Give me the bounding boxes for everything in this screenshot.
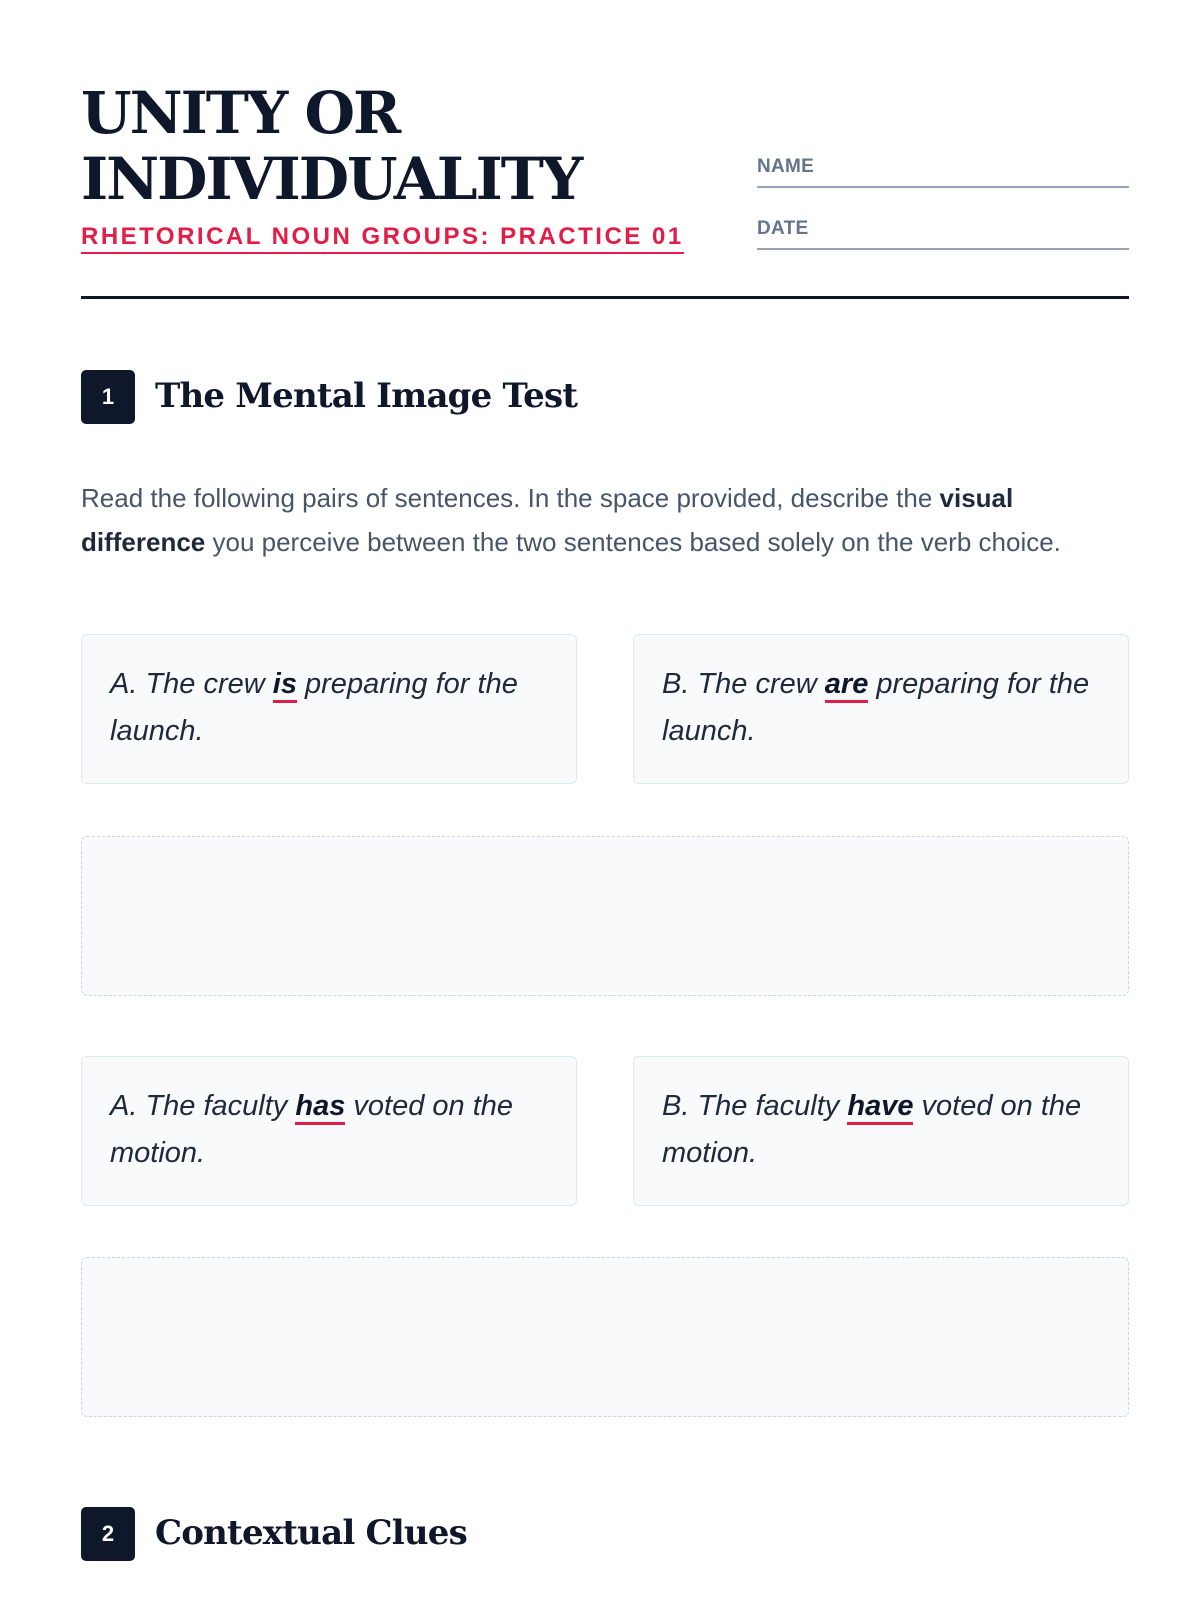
highlighted-verb: are — [825, 668, 869, 703]
title-line-1: UNITY OR — [81, 79, 400, 147]
highlighted-verb: has — [295, 1090, 345, 1125]
worksheet-page — [81, 0, 1129, 1600]
sentence-card-2a — [81, 1056, 577, 1206]
sentence-suffix: preparing for the launch. — [110, 668, 518, 747]
sentence-suffix: voted on the motion. — [662, 1090, 1082, 1169]
section-1-heading — [81, 370, 1129, 424]
date-label: DATE — [757, 218, 809, 239]
highlighted-verb: is — [273, 668, 297, 703]
section-2-heading — [81, 1507, 1129, 1561]
sentence-suffix: preparing for the launch. — [662, 668, 1090, 747]
sentence-prefix: B. The crew — [662, 668, 825, 700]
highlighted-verb: have — [847, 1090, 913, 1125]
date-field[interactable] — [757, 218, 1129, 250]
sentence-text — [662, 1083, 1100, 1177]
sentence-text — [110, 661, 548, 755]
section-2-number-badge: 2 — [81, 1507, 135, 1561]
name-label: NAME — [757, 156, 815, 177]
sentence-suffix: voted on the motion. — [110, 1090, 514, 1169]
section-1-instructions — [81, 476, 1129, 564]
sentence-prefix: B. The faculty — [662, 1090, 848, 1122]
sentence-card-2b — [633, 1056, 1129, 1206]
section-1-title: The Mental Image Test — [155, 376, 578, 416]
worksheet-header — [81, 80, 1129, 300]
title-line-2: INDIVIDUALITY — [81, 145, 582, 213]
sentence-prefix: A. The crew — [110, 668, 273, 700]
section-1-number-badge: 1 — [81, 370, 135, 424]
worksheet-title — [81, 80, 701, 212]
name-field[interactable] — [757, 156, 1129, 188]
sentence-card-1b — [633, 634, 1129, 784]
sentence-text — [662, 661, 1100, 755]
instructions-text-start: Read the following pairs of sentences. In the space provided, describe the — [81, 483, 940, 513]
worksheet-subtitle: RHETORICAL NOUN GROUPS: PRACTICE 01 — [81, 222, 684, 254]
instructions-text-end: you perceive between the two sentences based solely on the verb choice. — [205, 527, 1061, 557]
instructions-emphasis: visual difference — [81, 483, 1014, 557]
sentence-card-1a — [81, 634, 577, 784]
header-divider — [81, 296, 1129, 299]
sentence-text — [110, 1083, 548, 1177]
section-2-title: Contextual Clues — [155, 1513, 467, 1553]
answer-box-2[interactable] — [81, 1257, 1129, 1417]
sentence-prefix: A. The faculty — [110, 1090, 296, 1122]
answer-box-1[interactable] — [81, 836, 1129, 996]
